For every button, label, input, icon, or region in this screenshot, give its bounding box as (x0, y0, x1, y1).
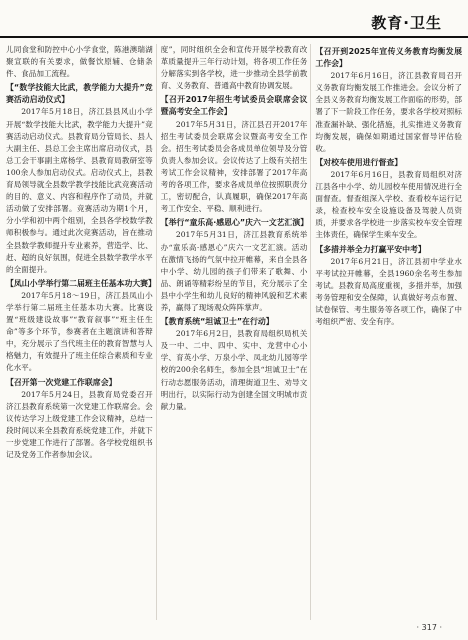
news-headline: 【召开2017年招生考试委员会联席会议暨高考安全工作会】 (160, 95, 308, 117)
news-paragraph: 2017年6月16日，济江县教育局召开义务教育均衡发展工作推进会。会议分析了全县义务教育均衡发展工作面临的形势，部署了下一阶段工作任务，要求各学校对照标准查漏补缺、强化措施，扎实推进义务教育均衡发展，确保如期通过国家督导评估验收。 (315, 71, 463, 153)
header-rule (0, 36, 468, 38)
column-2 (161, 44, 312, 620)
news-headline: 【对校车使用进行督查】 (315, 157, 403, 167)
news-paragraph: 2017年6月21日，济江县初中学业水平考试拉开帷幕，全县1960余名考生参加考试。县教育局高度重视，多措并举，加强考务管理和安全保障，认真做好考点布置、试卷保管、考生服务等各项工作，确保了中考组织严密、安全有序。 (315, 256, 463, 327)
news-paragraph: 2017年6月16日，县教育局组织对济江县各中小学、幼儿园校车使用情况进行全面督查。督查组深入学校、查看校车运行记录，检查校车安全设施设备及驾驶人员资质，并要求各学校进一步落实校车安全管理主体责任，确保学生乘车安全。 (315, 169, 463, 240)
page-header (0, 0, 468, 40)
news-headline: 【举行“童乐高·感恩心”庆六一文艺汇演】 (160, 218, 309, 228)
article-columns (6, 44, 462, 620)
news-paragraph: 2017年5月18日，济江县县风山小学开展“数学技能大比武，教学能力大提升”竞赛活动启动仪式。县教育局分管局长、县人大副主任、县总工会主席出席启动仪式，县总工会干事副主席杨学、县教育局教研室等100余人参加启动仪式。启动仪式上，县教育局领导就全县数学教学技能比武竞赛活动的目的、意义、内容和程序作了动员，并就活动做了安排部署。竞赛活动为期1个月，分小学和初中两个组别，全县各学校数学教师积极参与。通过此次竞赛活动，旨在推动全县数学教师提升专业素养，营造学、比、赶、超的良好氛围，促进全县数学教学水平的全面提升。 (6, 107, 153, 274)
news-headline: 【“数学技能大比武，教学能力大提升”竞赛活动启动仪式】 (6, 83, 153, 105)
news-paragraph: 2017年5月31日，济江县教育系统举办“童乐高·感恩心”庆六一文艺汇演。活动在激情飞扬的气氛中拉开帷幕，来自全县各中小学、幼儿园的孩子们带来了歌舞、小品、朗诵等精彩纷呈的节目，充分展示了全县中小学生和幼儿良好的精神风貌和艺术素养，赢得了现场观众阵阵掌声。 (160, 230, 308, 312)
column-1 (6, 44, 157, 620)
news-paragraph: 儿同食堂和防控中心小学食堂，陈港澳瑞湖聚宣联的有关要求，做餐饮原辅、仓储条件、食品加工流程。 (6, 45, 153, 79)
news-headline: 【召开到2025年宣传义务教育均衡发展工作会】 (315, 47, 463, 69)
news-headline: 【多措并举全力打赢平安中考】 (315, 244, 426, 254)
news-paragraph: 2017年5月24日，县教育局党委召开济江县教育系统第一次党建工作联席会。会议传达学习上级党建工作会议精神，总结一段时间以来全县教育系统党建工作，并就下一步党建工作进行了部署。各学校党组织书记及党务工作者参加会议。 (6, 389, 153, 460)
news-headline: 【召开第一次党建工作联席会】 (6, 377, 117, 387)
news-paragraph: 2017年5月31日，济江县召开2017年招生考试委员会联席会议暨高考安全工作会。招生考试委员会各成员单位领导及分管负责人参加会议。会议传达了上级有关招生考试工作会议精神，安排部署了2017年高考的各项工作，要求各成员单位按照职责分工，密切配合，认真履职，确保2017年高考工作安全、平稳、顺利进行。 (160, 119, 308, 214)
news-headline: 【教育系统“坦诚卫士”在行动】 (160, 317, 274, 327)
news-paragraph: 度”，同时组织全会和宣传开展学校教育改革质量提升三年行动计划，将各项工作任务分解落实到各学校，进一步推动全县学前教育、义务教育、普通高中教育协调发展。 (160, 45, 308, 91)
section-title: 教育·卫生 (371, 14, 442, 32)
news-paragraph: 2017年6月2日，县教育局组织局机关及一中、二中、四中、实中、龙营中心小学、育英小学、万泉小学、凤北幼儿园等学校的200余名师生，参加全县“坦诚卫士”在行动志愿服务活动，清理街道卫生、劝导文明出行，以实际行动为创建全国文明城市贡献力量。 (160, 329, 308, 411)
news-paragraph: 2017年5月18～19日，济江县凤山小学举行第二届班主任基本功大赛。比赛设置“班级建设故事”“教育叙事”“班主任生命”等多个环节，参赛者在主题演讲和答辩中，充分展示了当代班主任的教育智慧与人格魅力，有效提升了班主任综合素质和专业化水平。 (6, 290, 153, 373)
news-headline: 【凤山小学举行第二届班主任基本功大赛】 (6, 278, 156, 288)
column-3 (315, 44, 462, 620)
page-number: · 317 · (416, 623, 442, 632)
